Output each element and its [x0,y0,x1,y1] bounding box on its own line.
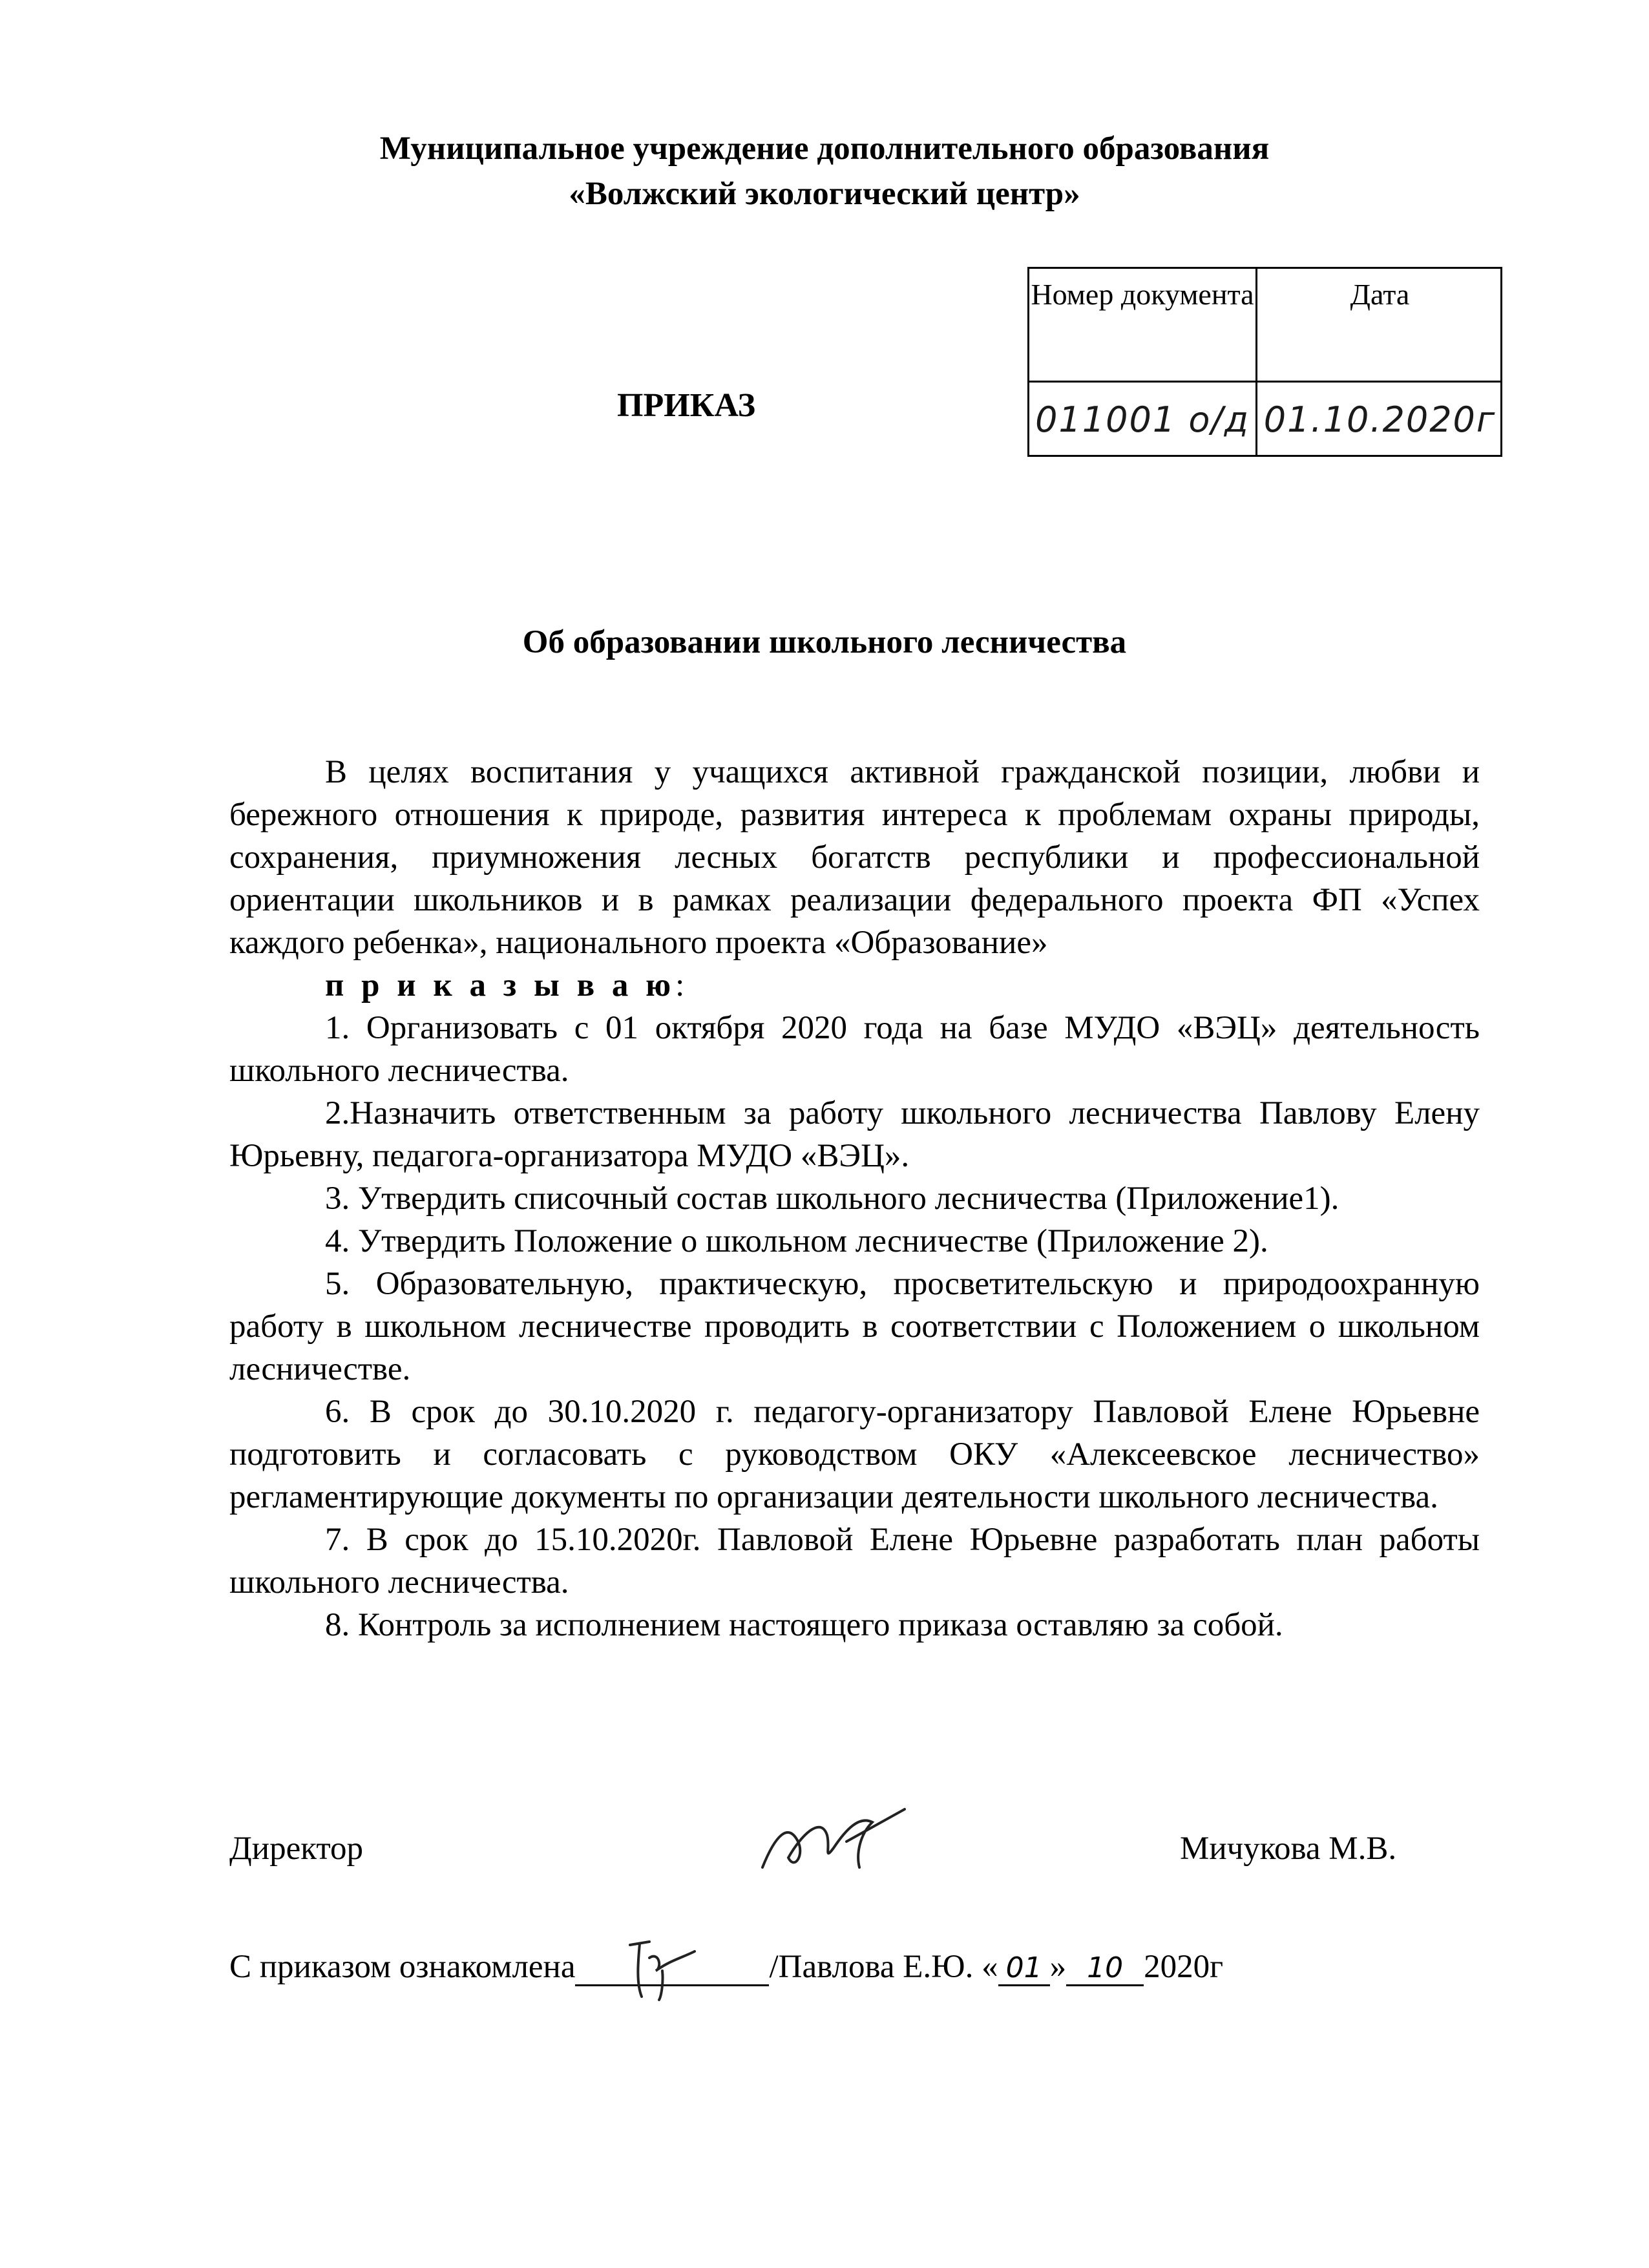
acknowledgement-month: 10 [1066,1951,1144,1986]
document-number-date-table [1027,267,1502,457]
order-colon: : [675,967,685,1003]
order-item-8: 8. Контроль за исполнением настоящего приказа оставляю за собой. [325,1607,1283,1643]
director-name: Мичукова М.В. [1180,1831,1397,1867]
document-number-value: 011001 о/д [1035,399,1250,440]
acknowledgement-year: 2020г [1144,1949,1224,1985]
director-title: Директор [229,1831,363,1867]
document-date-header: Дата [1350,278,1410,311]
order-subject: Об образовании школьного лесничества [522,624,1127,660]
order-item-7: 7. В срок до 15.10.2020г. Павловой Елене Юрьевне разработать план работы школьного лесничества. [229,1522,1480,1601]
acknowledgement-signature [624,1932,701,2003]
acknowledgement-day: 01 [998,1951,1050,1986]
order-directive [229,964,1480,1007]
organization-header [0,126,1649,216]
acknowledgement-separator: » [1049,1949,1067,1985]
order-item-5: 5. Образовательную, практическую, просветительскую и природоохранную работу в школьном лесничестве проводить в соответствии с Положением о школьном лесничестве. [229,1266,1480,1387]
order-item-4: 4. Утвердить Положение о школьном лесничестве (Приложение 2). [325,1223,1268,1259]
acknowledgement-prefix: С приказом ознакомлена [229,1949,576,1985]
order-title: ПРИКАЗ [617,387,756,424]
order-body [229,751,1480,1646]
organization-line-1: Муниципальное учреждение дополнительного образования [379,131,1270,167]
order-item-3: 3. Утвердить списочный состав школьного лесничества (Приложение1). [325,1181,1339,1217]
document-date-value: 01.10.2020г [1263,399,1497,440]
order-word: п р и к а з ы в а ю [325,967,676,1003]
preamble-paragraph: В целях воспитания у учащихся активной гражданской позиции, любви и бережного отношения к природе, развития интереса к проблемам охраны природы, сохранения, приумножения лесных богатств республики и профессиональной ориентации школьников и в рамках реализации федерального проекта ФП «Успех каждого ребенка», национального проекта «Образование» [229,754,1480,961]
order-item-6: 6. В срок до 30.10.2020 г. педагогу-организатору Павловой Елене Юрьевне подготовить и согласовать с руководством ОКУ «Алексеевское лесничество» регламентирующие документы по организации деятельности школьного лесничества. [229,1394,1480,1515]
organization-line-2: «Волжский экологический центр» [569,176,1080,212]
document-number-header: Номер документа [1031,278,1254,311]
acknowledgement-line [229,1948,1223,1986]
director-signature [750,1796,918,1880]
order-item-2: 2.Назначить ответственным за работу школьного лесничества Павлову Елену Юрьевну, педагога-организатора МУДО «ВЭЦ». [229,1095,1480,1174]
order-item-1: 1. Организовать с 01 октября 2020 года на базе МУДО «ВЭЦ» деятельность школьного лесничества. [229,1010,1480,1089]
acknowledgement-name: /Павлова Е.Ю. « [769,1949,998,1985]
